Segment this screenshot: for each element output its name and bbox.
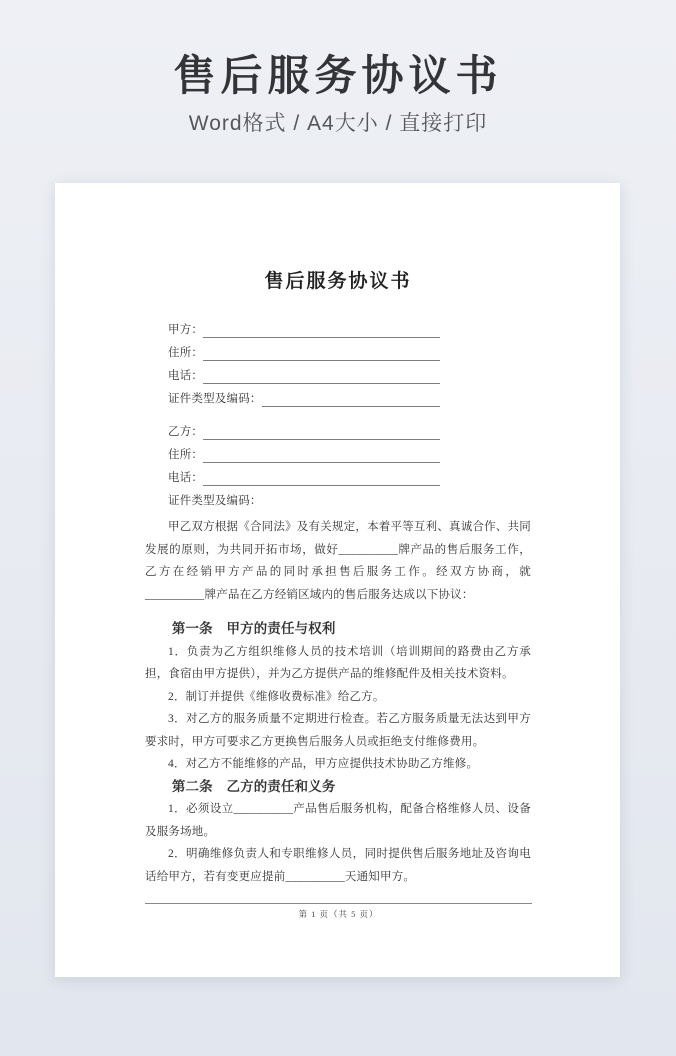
blank-underline bbox=[262, 389, 440, 407]
blank-underline bbox=[203, 366, 440, 384]
section-1-item-4: 4．对乙方不能维修的产品，甲方应提供技术协助乙方维修。 bbox=[168, 758, 479, 770]
field-label: 乙方： bbox=[168, 426, 204, 438]
field-label: 电话： bbox=[168, 472, 204, 484]
intro-paragraph: 甲乙双方根据《合同法》及有关规定，本着平等互利、真诚合作、共同发展的原则，为共同开拓市场，做好__________牌产品的售后服务工作，乙方在经销甲方产品的同时承担售后服务工作。经双方协商，就__________牌产品在乙方经销区域内的售后服务达成以下协议： bbox=[145, 521, 531, 601]
page-footer bbox=[145, 903, 532, 922]
blank-underline bbox=[203, 343, 440, 361]
section-2-item-2: 2．明确维修负责人和专职维修人员，同时提供售后服务地址及咨询电话给甲方，若有变更应提前__________天通知甲方。 bbox=[145, 848, 531, 883]
blank-underline bbox=[203, 445, 440, 463]
field-label: 证件类型及编码： bbox=[168, 393, 262, 405]
hero-header bbox=[0, 0, 676, 137]
field-label: 住所： bbox=[168, 347, 204, 359]
hero-title: 售后服务协议书 bbox=[173, 52, 503, 99]
section-1-item-2: 2．制订并提供《维修收费标准》给乙方。 bbox=[168, 690, 385, 703]
page-number: 第 1 页（共 5 页） bbox=[298, 909, 379, 919]
field-label: 住所： bbox=[168, 449, 204, 461]
field-row-party-b-phone bbox=[145, 465, 440, 488]
section-2-item-1: 1．必须设立__________产品售后服务机构，配备合格维修人员、设备及服务场地。 bbox=[145, 803, 531, 838]
field-row-party-b-id bbox=[145, 488, 440, 511]
field-row-party-a-id bbox=[145, 386, 440, 409]
hero-subtitle: Word格式 / A4大小 / 直接打印 bbox=[188, 112, 488, 135]
document-page bbox=[55, 183, 620, 977]
blank-underline bbox=[203, 320, 440, 338]
document-content bbox=[145, 183, 531, 888]
doc-title: 售后服务协议书 bbox=[264, 271, 412, 292]
blank-underline bbox=[203, 422, 440, 440]
field-row-party-b-name bbox=[145, 419, 440, 442]
section-1-item-3: 3．对乙方的服务质量不定期进行检查。若乙方服务质量无法达到甲方要求时，甲方可要求乙方更换售后服务人员或拒绝支付维修费用。 bbox=[145, 713, 531, 748]
section-1-item-1: 1．负责为乙方组织维修人员的技术培训（培训期间的路费由乙方承担，食宿由甲方提供），并为乙方提供产品的维修配件及相关技术资料。 bbox=[145, 645, 531, 680]
party-a-fields bbox=[145, 317, 531, 409]
field-label: 电话： bbox=[168, 370, 204, 382]
field-row-party-a-phone bbox=[145, 363, 440, 386]
field-row-party-a-address bbox=[145, 340, 440, 363]
field-row-party-b-address bbox=[145, 442, 440, 465]
field-label: 证件类型及编码： bbox=[168, 495, 262, 507]
field-row-party-a-name bbox=[145, 317, 440, 340]
section-2-heading: 第二条 乙方的责任和义务 bbox=[171, 778, 336, 794]
section-1-heading: 第一条 甲方的责任与权利 bbox=[171, 621, 336, 636]
party-b-fields bbox=[145, 419, 531, 511]
blank-underline bbox=[203, 468, 440, 486]
field-label: 甲方： bbox=[168, 324, 204, 336]
